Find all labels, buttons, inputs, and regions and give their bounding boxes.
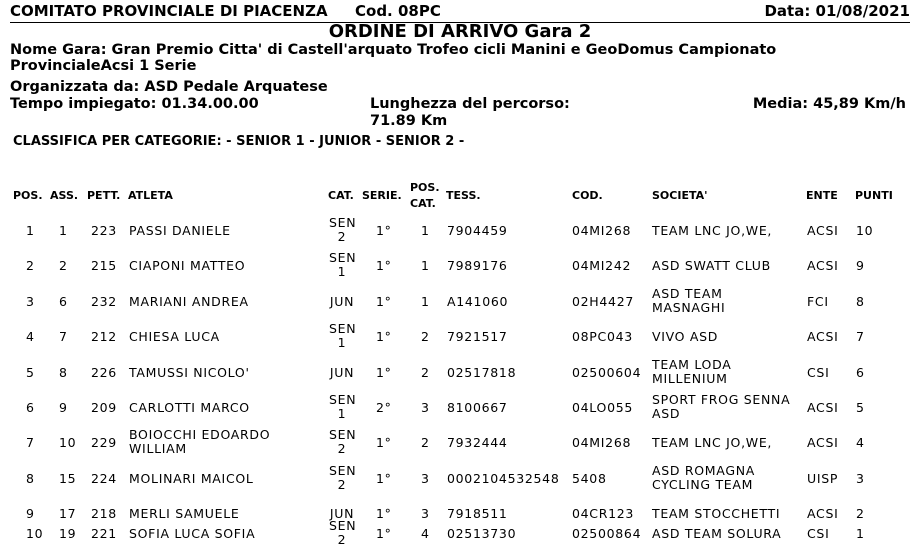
cell-pett: 223: [91, 223, 117, 238]
cell-cod: 02H4427: [572, 293, 635, 309]
table-row: [0, 389, 920, 425]
race-average: Media: 45,89 Km/h: [752, 96, 906, 112]
race-name-line2: ProvincialeAcsi 1 Serie: [10, 58, 197, 74]
cell-societa: VIVO ASD: [652, 329, 719, 345]
cell-ente: ACSI: [807, 506, 839, 522]
cell-ass: 2: [59, 258, 68, 274]
col-poscat-bottom: CAT.: [410, 197, 436, 210]
cell-serie: 1°: [376, 258, 392, 274]
cell-cat: [329, 393, 355, 421]
cell-pos: 4: [26, 329, 35, 345]
cell-serie: 1°: [376, 329, 392, 345]
cell-pos: 3: [26, 293, 35, 309]
cell-tess: 8100667: [447, 400, 508, 415]
cell-pett: 232: [91, 293, 117, 309]
cell-societa-line: ASD: [652, 406, 681, 421]
cell-tess: 02513730: [447, 526, 517, 541]
cell-societa-line: TEAM LODA: [652, 356, 732, 372]
cell-atleta: PASSI DANIELE: [129, 223, 231, 238]
col-cat: CAT.: [328, 189, 354, 202]
race-length-value: 71.89 Km: [370, 113, 448, 129]
cell-pett: 218: [91, 506, 117, 522]
cell-atleta: CHIESA LUCA: [129, 329, 220, 345]
cell-cat-line: 1: [337, 264, 347, 280]
table-row: [0, 460, 920, 496]
cell-ass: 6: [59, 293, 68, 309]
cell-cat-line: SEN: [329, 427, 357, 443]
col-ente: ENTE: [806, 189, 838, 202]
cell-cat: JUN: [329, 506, 355, 522]
cell-cat: JUN: [329, 364, 355, 380]
cell-serie: 2°: [376, 400, 392, 415]
cell-serie: 1°: [376, 364, 392, 380]
cell-pett: 226: [91, 364, 117, 380]
col-societa: SOCIETA': [652, 189, 708, 202]
cell-punti: 3: [856, 470, 865, 486]
cell-societa: TEAM STOCCHETTI: [652, 506, 781, 522]
cell-cod: 04LO055: [572, 400, 634, 415]
table-row: [0, 515, 920, 551]
cell-tess: 7918511: [447, 506, 508, 522]
cell-cat: [329, 322, 355, 350]
cell-tess: 7904459: [447, 223, 508, 238]
table-row: [0, 318, 920, 354]
cell-atleta: SOFIA LUCA SOFIA: [129, 526, 256, 541]
cell-societa-line: MILLENIUM: [652, 370, 728, 386]
cell-cod: 02500604: [572, 364, 642, 380]
cell-ente: ACSI: [807, 329, 839, 345]
cell-serie: 1°: [376, 470, 392, 486]
cell-cat-line: SEN: [329, 321, 357, 337]
cell-serie: 1°: [376, 435, 392, 451]
cell-atleta-line: WILLIAM: [129, 441, 187, 457]
cell-punti: 5: [856, 400, 865, 415]
cell-ente: CSI: [807, 364, 830, 380]
cell-poscat: 1: [421, 223, 430, 238]
cell-punti: 1: [856, 526, 865, 541]
table-row: [0, 283, 920, 319]
cell-societa: ASD SWATT CLUB: [652, 258, 771, 274]
page-header: [10, 0, 910, 23]
cell-ente: ACSI: [807, 400, 839, 415]
cell-atleta: CIAPONI MATTEO: [129, 258, 246, 274]
cell-societa: TEAM LNC JO,WE,: [652, 223, 773, 238]
cell-cat-line: SEN: [329, 392, 357, 407]
cell-punti: 2: [856, 506, 865, 522]
cell-pos: 10: [26, 526, 44, 541]
cell-pos: 1: [26, 223, 35, 238]
cell-societa: TEAM LNC JO,WE,: [652, 435, 773, 451]
cell-ass: 15: [59, 470, 77, 486]
cell-societa-line: ASD TEAM: [652, 285, 723, 301]
cell-pos: 7: [26, 435, 35, 451]
table-row: [0, 212, 920, 248]
cell-tess: 7932444: [447, 435, 508, 451]
cell-cat: [329, 216, 355, 244]
cell-cat-line: SEN: [329, 462, 357, 478]
cell-atleta: MOLINARI MAICOL: [129, 470, 254, 486]
cell-societa: [652, 287, 725, 315]
cell-cat-line: SEN: [329, 250, 357, 266]
cell-cod: 04MI242: [572, 258, 632, 274]
cell-tess: 7921517: [447, 329, 508, 345]
cell-pos: 5: [26, 364, 35, 380]
col-punti: PUNTI: [855, 189, 893, 202]
col-serie: SERIE.: [362, 189, 402, 202]
cell-cat-line: 1: [337, 406, 347, 421]
cell-atleta: [129, 428, 270, 456]
cell-punti: 6: [856, 364, 865, 380]
cell-societa: [652, 464, 755, 492]
cell-tess: 0002104532548: [447, 470, 560, 486]
cell-atleta: TAMUSSI NICOLO': [129, 364, 250, 380]
cell-pos: 9: [26, 506, 35, 522]
cell-societa-line: SPORT FROG SENNA: [652, 392, 791, 407]
cell-cod: 08PC043: [572, 329, 633, 345]
table-row: [0, 424, 920, 460]
cell-cat-line: 1: [337, 335, 347, 351]
cell-cod: 04MI268: [572, 223, 632, 238]
cell-societa-line: ASD ROMAGNA: [652, 462, 756, 478]
committee-code: Cod. 08PC: [355, 2, 441, 20]
cell-serie: 1°: [376, 223, 392, 238]
col-atleta: ATLETA: [128, 189, 173, 202]
cell-cat-line: 2: [337, 441, 347, 457]
cell-poscat: 2: [421, 364, 430, 380]
cell-serie: 1°: [376, 526, 392, 541]
cell-punti: 7: [856, 329, 865, 345]
cell-poscat: 2: [421, 329, 430, 345]
cell-ass: 7: [59, 329, 68, 345]
cell-punti: 9: [856, 258, 865, 274]
cell-cod: 04MI268: [572, 435, 632, 451]
cell-atleta: CARLOTTI MARCO: [129, 400, 250, 415]
cell-societa-line: CYCLING TEAM: [652, 476, 754, 492]
cell-tess: 7989176: [447, 258, 508, 274]
cell-cat: [329, 428, 355, 456]
col-poscat-top: POS.: [410, 181, 440, 194]
col-pett: PETT.: [87, 189, 121, 202]
cell-cod: 02500864: [572, 526, 642, 541]
cell-ente: UISP: [807, 470, 839, 486]
cell-poscat: 3: [421, 470, 430, 486]
cell-atleta: MERLI SAMUELE: [129, 506, 240, 522]
cell-ente: FCI: [807, 293, 829, 309]
cell-cat-line: SEN: [329, 215, 357, 230]
race-time: Tempo impiegato: 01.34.00.00: [10, 96, 259, 112]
cell-punti: 10: [856, 223, 874, 238]
cell-poscat: 3: [421, 506, 430, 522]
cell-ente: ACSI: [807, 223, 839, 238]
cell-cat: [329, 251, 355, 279]
cell-ente: ACSI: [807, 258, 839, 274]
cell-pett: 215: [91, 258, 117, 274]
cell-serie: 1°: [376, 293, 392, 309]
cell-ass: 1: [59, 223, 68, 238]
col-tess: TESS.: [446, 189, 481, 202]
cell-ass: 10: [59, 435, 77, 451]
cell-societa-line: MASNAGHI: [652, 299, 726, 315]
cell-pos: 6: [26, 400, 35, 415]
race-organizer: Organizzata da: ASD Pedale Arquatese: [10, 79, 328, 95]
cell-punti: 8: [856, 293, 865, 309]
cell-poscat: 1: [421, 258, 430, 274]
cell-ass: 8: [59, 364, 68, 380]
cell-serie: 1°: [376, 506, 392, 522]
cell-pett: 224: [91, 470, 117, 486]
page-title: ORDINE DI ARRIVO Gara 2: [328, 21, 592, 42]
cell-cat: JUN: [329, 293, 355, 309]
cell-societa: [652, 358, 731, 386]
race-date: Data: 01/08/2021: [764, 2, 910, 20]
cell-ente: CSI: [807, 526, 830, 541]
col-pos: POS.: [13, 189, 43, 202]
cell-tess: 02517818: [447, 364, 517, 380]
cell-cat-line: 2: [337, 532, 347, 547]
col-ass: ASS.: [50, 189, 79, 202]
table-row: [0, 354, 920, 390]
cell-cat: [329, 519, 355, 547]
table-row: [0, 247, 920, 283]
cell-societa: [652, 393, 790, 421]
cell-atleta-line: BOIOCCHI EDOARDO: [129, 427, 271, 443]
cell-pett: 209: [91, 400, 117, 415]
cell-cat-line: SEN: [329, 518, 357, 533]
cell-tess: A141060: [447, 293, 509, 309]
cell-pett: 221: [91, 526, 117, 541]
cell-poscat: 3: [421, 400, 430, 415]
cell-pos: 2: [26, 258, 35, 274]
cell-cat: [329, 464, 355, 492]
cell-cod: 04CR123: [572, 506, 635, 522]
cell-cat-line: 2: [337, 229, 347, 244]
cell-poscat: 1: [421, 293, 430, 309]
cell-ass: 19: [59, 526, 77, 541]
cell-pett: 212: [91, 329, 117, 345]
cell-societa: ASD TEAM SOLURA: [652, 526, 782, 541]
cell-punti: 4: [856, 435, 865, 451]
cell-cod: 5408: [572, 470, 607, 486]
cell-atleta: MARIANI ANDREA: [129, 293, 249, 309]
race-length-label: Lunghezza del percorso:: [370, 96, 570, 112]
cell-pos: 8: [26, 470, 35, 486]
col-cod: COD.: [572, 189, 603, 202]
cell-poscat: 2: [421, 435, 430, 451]
cell-ass: 9: [59, 400, 68, 415]
cell-ente: ACSI: [807, 435, 839, 451]
cell-poscat: 4: [421, 526, 430, 541]
category-classification: CLASSIFICA PER CATEGORIE: - SENIOR 1 - JUNIOR - SENIOR 2 -: [13, 134, 465, 149]
cell-pett: 229: [91, 435, 117, 451]
cell-cat-line: 2: [337, 476, 347, 492]
committee-name: COMITATO PROVINCIALE DI PIACENZA: [10, 2, 328, 20]
cell-ass: 17: [59, 506, 77, 522]
race-name-line1: Nome Gara: Gran Premio Citta' di Castell'arquato Trofeo cicli Manini e GeoDomus Campionato: [10, 42, 777, 58]
